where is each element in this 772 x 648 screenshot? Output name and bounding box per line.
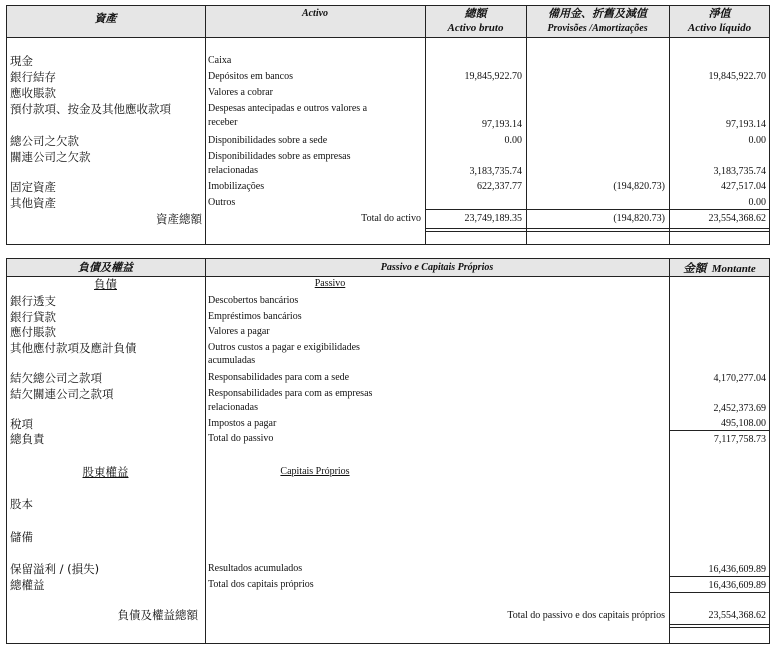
liab-row-pt: Responsabilidades para com as empresas [208,388,373,399]
grand-total-pt: Total do passivo e dos capitais próprios [507,610,665,621]
asset-row-zh: 預付款項、按金及其他應收款項 [10,102,171,116]
liab-total-zh: 總負責 [10,432,45,446]
asset-row-pt: Depósitos em bancos [208,71,293,82]
asset-row-zh: 關連公司之欠款 [10,150,91,164]
liab-row-amount: 495,108.00 [721,418,766,429]
asset-row-pt-cont: receber [208,117,238,128]
equity-row-pt: Resultados acumulados [208,563,303,574]
liabilities-header-zh: 負債及權益 [78,261,133,274]
liab-row-pt-cont: acumuladas [208,355,256,366]
asset-row-net: 0.00 [748,135,766,146]
asset-row-zh: 其他資產 [10,196,56,210]
liab-row-amount: 2,452,373.69 [713,403,766,414]
equity-row-amount: 16,436,609.89 [708,564,766,575]
prov-header-pt: Provisões /Amortizações [547,23,648,34]
asset-row-gross: 97,193.14 [482,119,522,130]
net-header-zh: 淨值 [708,7,731,20]
asset-row-pt: Outros [208,197,236,208]
asset-row-gross: 3,183,735.74 [469,166,522,177]
liab-row-zh: 應付賬款 [10,325,56,339]
asset-row-net: 427,517.04 [721,181,766,192]
asset-row-pt-cont: relacionadas [208,165,258,176]
asset-row-pt: Caixa [208,55,232,66]
liab-row-zh: 稅項 [10,417,33,431]
liab-row-pt: Impostos a pagar [208,418,277,429]
equity-row-zh: 股本 [10,497,33,511]
equity-total-pt: Total dos capitais próprios [208,579,314,590]
liab-total-pt: Total do passivo [208,433,274,444]
liab-row-zh: 其他應付款項及應計負債 [10,341,137,355]
equity-total-amount: 16,436,609.89 [708,580,766,591]
assets-total-gross: 23,749,189.35 [464,213,522,224]
liabilities-table [6,258,770,644]
assets-header-zh: 資產 [94,12,117,25]
assets-col-divider-1 [205,5,206,245]
liabilities-header-divider [6,276,770,277]
liab-row-pt: Empréstimos bancários [208,311,302,322]
assets-total-rule [426,209,769,210]
liab-row-pt: Responsabilidades para com a sede [208,372,350,383]
assets-total-prov: (194,820.73) [613,213,665,224]
asset-row-zh: 現金 [10,54,33,68]
liab-row-amount: 4,170,277.04 [713,373,766,384]
liab-row-pt: Descobertos bancários [208,295,299,306]
liabilities-header-pt: Passivo e Capitais Próprios [380,262,494,273]
section-equity-pt: Capitais Próprios [280,466,350,477]
asset-row-gross: 19,845,922.70 [464,71,522,82]
liab-row-zh: 銀行透支 [10,294,56,308]
asset-row-gross: 622,337.77 [477,181,522,192]
liab-row-pt-cont: relacionadas [208,402,258,413]
asset-row-pt: Imobilizações [208,181,265,192]
equity-row-zh: 保留溢利 / (損失) [10,562,100,576]
assets-header-pt: Activo [301,8,329,19]
liab-subtotal-rule [670,430,769,431]
amount-header-pt: Montante [711,263,756,275]
asset-row-prov: (194,820.73) [613,181,665,192]
amount-header-zh: 金額 [683,261,707,275]
grand-total-double-rule [670,624,769,625]
asset-row-pt: Disponibilidades sobre a sede [208,135,328,146]
liab-row-zh: 結欠關連公司之款項 [10,387,114,401]
assets-total-zh: 資產總額 [156,212,202,226]
equity-total-zh: 總權益 [10,578,45,592]
liab-row-pt: Valores a pagar [208,326,270,337]
grand-total-zh: 負債及權益總額 [117,608,198,622]
asset-row-pt: Despesas antecipadas e outros valores a [208,103,368,114]
gross-header-zh: 總額 [464,7,487,20]
net-header-pt: Activo líquido [687,22,752,34]
liab-row-zh: 銀行貸款 [10,310,56,324]
asset-row-net: 19,845,922.70 [708,71,766,82]
asset-row-zh: 總公司之欠款 [10,134,79,148]
asset-row-zh: 固定資產 [10,180,56,194]
asset-row-net: 0.00 [748,197,766,208]
section-liab-pt: Passivo [314,278,346,289]
liab-row-pt: Outros custos a pagar e exigibilidades [208,342,360,353]
section-equity-zh: 股東權益 [82,465,129,479]
asset-row-pt: Valores a cobrar [208,87,273,98]
grand-total-double-rule [670,627,769,628]
asset-row-pt: Disponibilidades sobre as empresas [208,151,351,162]
amount-header [669,262,770,275]
liab-col-divider-1 [205,258,206,644]
asset-row-net: 97,193.14 [726,119,766,130]
equity-total-rule [670,592,769,593]
asset-row-zh: 銀行結存 [10,70,56,84]
asset-row-net: 3,183,735.74 [713,166,766,177]
assets-total-double-rule [426,228,769,229]
section-liab-zh: 負債 [94,277,117,291]
assets-header-divider [6,37,770,38]
equity-row-zh: 儲備 [10,530,33,544]
assets-total-double-rule [426,231,769,232]
grand-total-amount: 23,554,368.62 [708,610,766,621]
prov-header-zh: 備用金、折舊及減值 [548,7,647,20]
equity-subtotal-rule [670,576,769,577]
liab-row-zh: 結欠總公司之款項 [10,371,102,385]
liab-total-amount: 7,117,758.73 [713,434,766,445]
assets-total-net: 23,554,368.62 [708,213,766,224]
gross-header-pt: Activo bruto [447,22,504,34]
asset-row-zh: 應收賬款 [10,86,56,100]
asset-row-gross: 0.00 [504,135,522,146]
assets-total-pt: Total do activo [361,213,421,224]
